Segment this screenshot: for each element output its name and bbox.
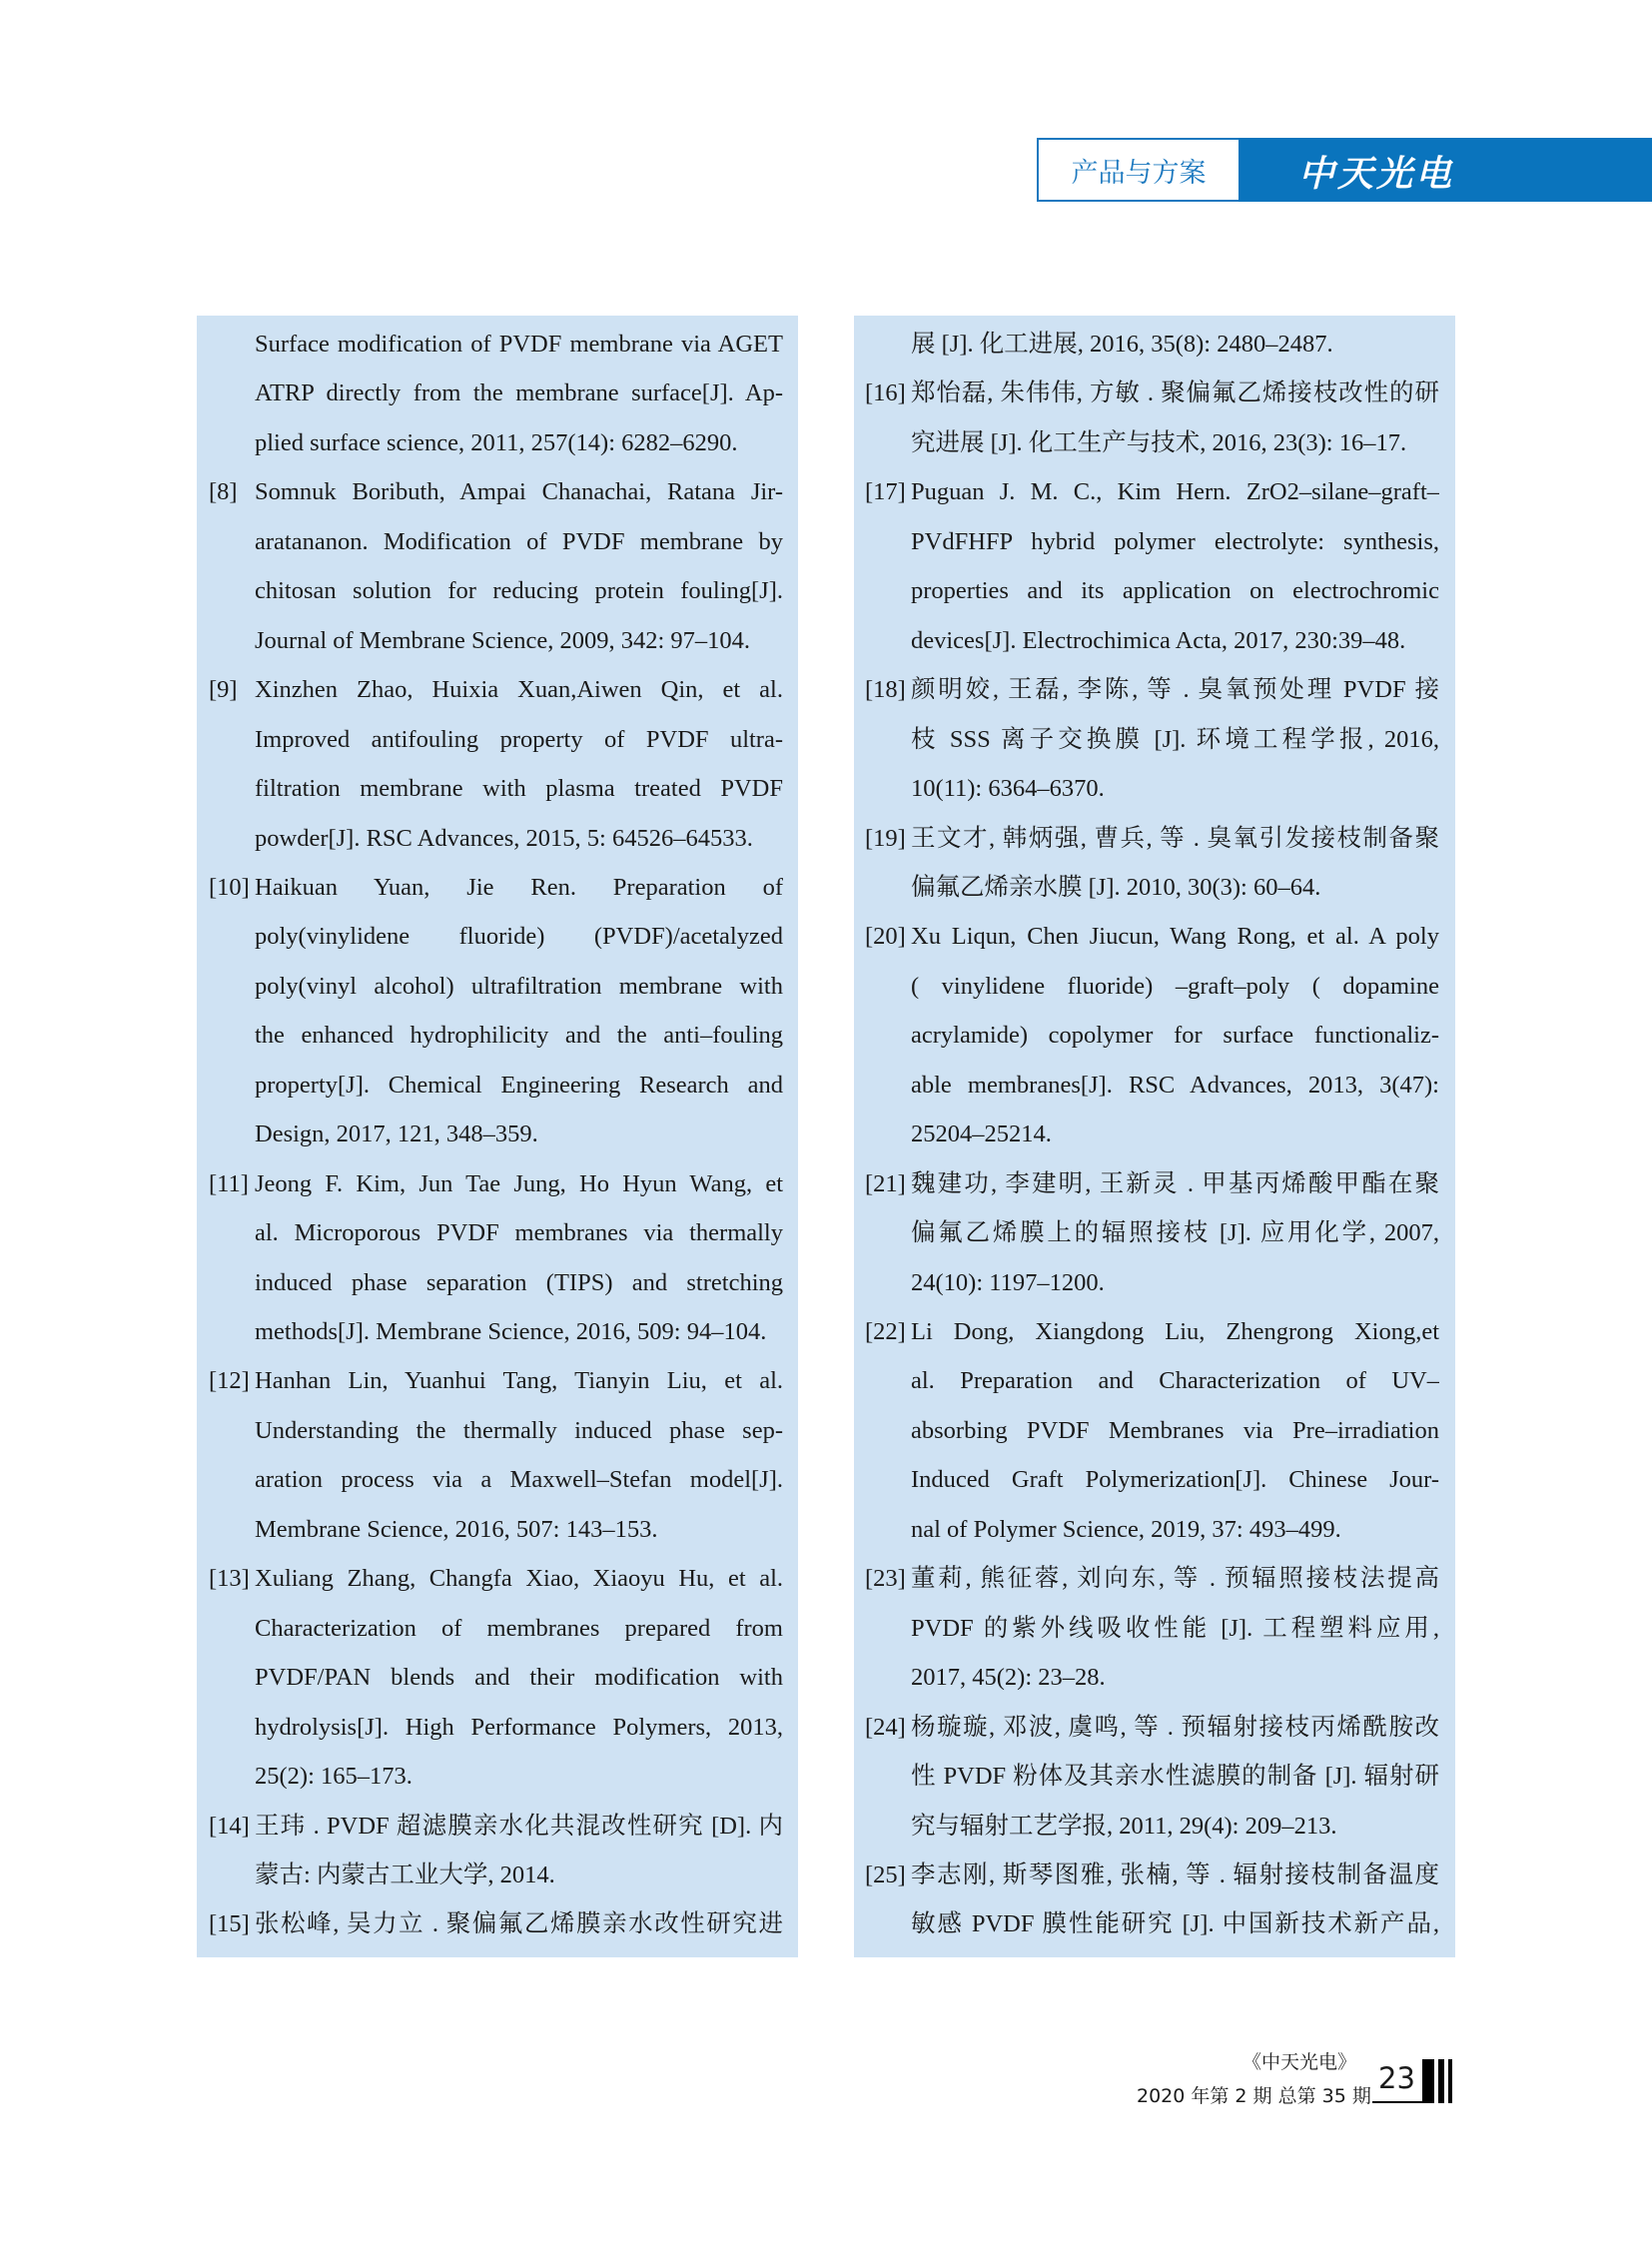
page-number-rule xyxy=(1372,2101,1422,2103)
reference-number: [23] xyxy=(865,1565,906,1593)
header-bar xyxy=(1239,138,1652,202)
reference-line: 王文才, 韩炳强, 曹兵, 等 . 臭氧引发接枝制备聚 xyxy=(911,824,1439,852)
reference-line: 25(2): 165–173. xyxy=(255,1763,413,1791)
reference-line: 24(10): 1197–1200. xyxy=(911,1268,1105,1296)
reference-line: property[J]. Chemical Engineering Research and xyxy=(255,1071,783,1099)
reference-line: Jeong F. Kim, Jun Tae Jung, Ho Hyun Wang, et xyxy=(255,1169,783,1197)
reference-line: aration process via a Maxwell–Stefan model[J]. xyxy=(255,1466,783,1494)
reference-line: aratananon. Modification of PVDF membrane by xyxy=(255,527,783,555)
reference-line: nal of Polymer Science, 2019, 37: 493–499. xyxy=(911,1515,1341,1543)
footer-bar-mark xyxy=(1438,2059,1444,2103)
footer-issue: 2020 年第 2 期 总第 35 期 xyxy=(1137,2085,1371,2107)
reference-line: 展 [J]. 化工进展, 2016, 35(8): 2480–2487. xyxy=(911,331,1333,358)
references-column-right xyxy=(854,316,1455,1957)
reference-number: [21] xyxy=(865,1169,906,1197)
reference-number: [19] xyxy=(865,824,906,852)
reference-line: 2017, 45(2): 23–28. xyxy=(911,1664,1106,1692)
reference-line: Somnuk Boributh, Ampai Chanachai, Ratana Jir- xyxy=(255,478,783,506)
reference-number: [11] xyxy=(209,1169,249,1197)
reference-number: [8] xyxy=(209,478,238,506)
reference-line: poly(vinylidene fluoride) (PVDF)/acetalyzed xyxy=(255,923,783,951)
reference-line: properties and its application on electrochromic xyxy=(911,577,1439,605)
reference-line: Design, 2017, 121, 348–359. xyxy=(255,1120,538,1148)
reference-number: [17] xyxy=(865,478,906,506)
reference-line: Li Dong, Xiangdong Liu, Zhengrong Xiong,et xyxy=(911,1318,1439,1345)
reference-line: acrylamide) copolymer for surface functionaliz- xyxy=(911,1022,1439,1050)
page-number: 23 xyxy=(1378,2061,1415,2095)
reference-line: Understanding the thermally induced phase sep- xyxy=(255,1416,783,1444)
reference-line: 李志刚, 斯琴图雅, 张楠, 等 . 辐射接枝制备温度 xyxy=(911,1861,1439,1888)
reference-line: plied surface science, 2011, 257(14): 6282–6290. xyxy=(255,428,738,456)
reference-line: powder[J]. RSC Advances, 2015, 5: 64526–64533. xyxy=(255,824,753,852)
reference-line: Xinzhen Zhao, Huixia Xuan,Aiwen Qin, et al. xyxy=(255,676,783,704)
reference-line: 偏氟乙烯亲水膜 [J]. 2010, 30(3): 60–64. xyxy=(911,873,1321,901)
reference-line: Journal of Membrane Science, 2009, 342: 97–104. xyxy=(255,626,751,654)
reference-line: 枝 SSS 离子交换膜 [J]. 环境工程学报, 2016, xyxy=(911,725,1439,753)
reference-line: poly(vinyl alcohol) ultrafiltration membrane with xyxy=(255,972,783,1000)
journal-logo: 中天光电 xyxy=(1298,153,1455,195)
reference-line: chitosan solution for reducing protein fouling[J]. xyxy=(255,577,783,605)
reference-line: 张松峰, 吴力立 . 聚偏氟乙烯膜亲水改性研究进 xyxy=(255,1910,783,1938)
references-column-left xyxy=(197,316,798,1957)
reference-line: PVdFHFP hybrid polymer electrolyte: synthesis, xyxy=(911,527,1439,555)
reference-line: al. Microporous PVDF membranes via thermally xyxy=(255,1219,783,1247)
reference-line: 蒙古: 内蒙古工业大学, 2014. xyxy=(255,1861,555,1888)
footer-bar-mark xyxy=(1448,2059,1452,2103)
reference-line: Puguan J. M. C., Kim Hern. ZrO2–silane–graft– xyxy=(911,478,1439,506)
reference-line: ATRP directly from the membrane surface[J]. Ap- xyxy=(255,379,783,407)
reference-number: [13] xyxy=(209,1565,250,1593)
reference-line: 10(11): 6364–6370. xyxy=(911,775,1105,803)
reference-line: hydrolysis[J]. High Performance Polymers, 2013, xyxy=(255,1713,783,1741)
reference-number: [25] xyxy=(865,1861,906,1888)
reference-line: filtration membrane with plasma treated PVDF xyxy=(255,775,783,803)
reference-line: 25204–25214. xyxy=(911,1120,1052,1148)
reference-number: [18] xyxy=(865,676,906,704)
reference-line: Haikuan Yuan, Jie Ren. Preparation of xyxy=(255,873,783,901)
reference-line: al. Preparation and Characterization of UV– xyxy=(911,1367,1439,1395)
reference-number: [9] xyxy=(209,676,238,704)
reference-number: [15] xyxy=(209,1910,250,1938)
reference-line: 究进展 [J]. 化工生产与技术, 2016, 23(3): 16–17. xyxy=(911,428,1407,456)
reference-line: PVDF/PAN blends and their modification with xyxy=(255,1664,783,1692)
reference-line: 郑怡磊, 朱伟伟, 方敏 . 聚偏氟乙烯接枝改性的研 xyxy=(911,379,1439,407)
reference-number: [10] xyxy=(209,873,250,901)
reference-number: [24] xyxy=(865,1713,906,1741)
reference-line: PVDF 的紫外线吸收性能 [J]. 工程塑料应用, xyxy=(911,1614,1439,1642)
reference-line: Surface modification of PVDF membrane via AGET xyxy=(255,331,783,358)
reference-line: 魏建功, 李建明, 王新灵 . 甲基丙烯酸甲酯在聚 xyxy=(911,1169,1439,1197)
section-title: 产品与方案 xyxy=(1071,157,1207,189)
reference-line: Xu Liqun, Chen Jiucun, Wang Rong, et al. A poly xyxy=(911,923,1439,951)
reference-line: 颜明姣, 王磊, 李陈, 等 . 臭氧预处理 PVDF 接 xyxy=(911,676,1439,704)
reference-line: 杨璇璇, 邓波, 虞鸣, 等 . 预辐射接枝丙烯酰胺改 xyxy=(911,1713,1439,1741)
reference-line: Hanhan Lin, Yuanhui Tang, Tianyin Liu, et al. xyxy=(255,1367,783,1395)
reference-line: Induced Graft Polymerization[J]. Chinese Jour- xyxy=(911,1466,1439,1494)
reference-line: methods[J]. Membrane Science, 2016, 509: 94–104. xyxy=(255,1318,767,1345)
reference-line: 王玮 . PVDF 超滤膜亲水化共混改性研究 [D]. 内 xyxy=(255,1812,783,1840)
footer-journal-name: 《中天光电》 xyxy=(1242,2051,1357,2073)
reference-number: [22] xyxy=(865,1318,906,1345)
reference-line: Xuliang Zhang, Changfa Xiao, Xiaoyu Hu, et al. xyxy=(255,1565,783,1593)
reference-line: 性 PVDF 粉体及其亲水性滤膜的制备 [J]. 辐射研 xyxy=(911,1763,1439,1791)
section-label xyxy=(1037,138,1239,202)
reference-line: Membrane Science, 2016, 507: 143–153. xyxy=(255,1515,658,1543)
reference-line: able membranes[J]. RSC Advances, 2013, 3(47): xyxy=(911,1071,1439,1099)
reference-line: Improved antifouling property of PVDF ultra- xyxy=(255,725,783,753)
reference-number: [12] xyxy=(209,1367,250,1395)
reference-line: 敏感 PVDF 膜性能研究 [J]. 中国新技术新产品, xyxy=(911,1910,1439,1938)
reference-line: absorbing PVDF Membranes via Pre–irradiation xyxy=(911,1416,1439,1444)
reference-line: induced phase separation (TIPS) and stretching xyxy=(255,1268,783,1296)
reference-line: ( vinylidene fluoride) –graft–poly ( dopamine xyxy=(911,972,1439,1000)
reference-number: [16] xyxy=(865,379,906,407)
reference-line: the enhanced hydrophilicity and the anti–fouling xyxy=(255,1022,783,1050)
reference-line: Characterization of membranes prepared from xyxy=(255,1614,783,1642)
reference-number: [14] xyxy=(209,1812,250,1840)
reference-line: 究与辐射工艺学报, 2011, 29(4): 209–213. xyxy=(911,1812,1337,1840)
reference-number: [20] xyxy=(865,923,906,951)
footer-bar-mark xyxy=(1422,2059,1434,2103)
reference-line: 董莉, 熊征蓉, 刘向东, 等 . 预辐照接枝法提高 xyxy=(911,1565,1439,1593)
reference-line: devices[J]. Electrochimica Acta, 2017, 230:39–48. xyxy=(911,626,1406,654)
reference-line: 偏氟乙烯膜上的辐照接枝 [J]. 应用化学, 2007, xyxy=(911,1219,1439,1247)
